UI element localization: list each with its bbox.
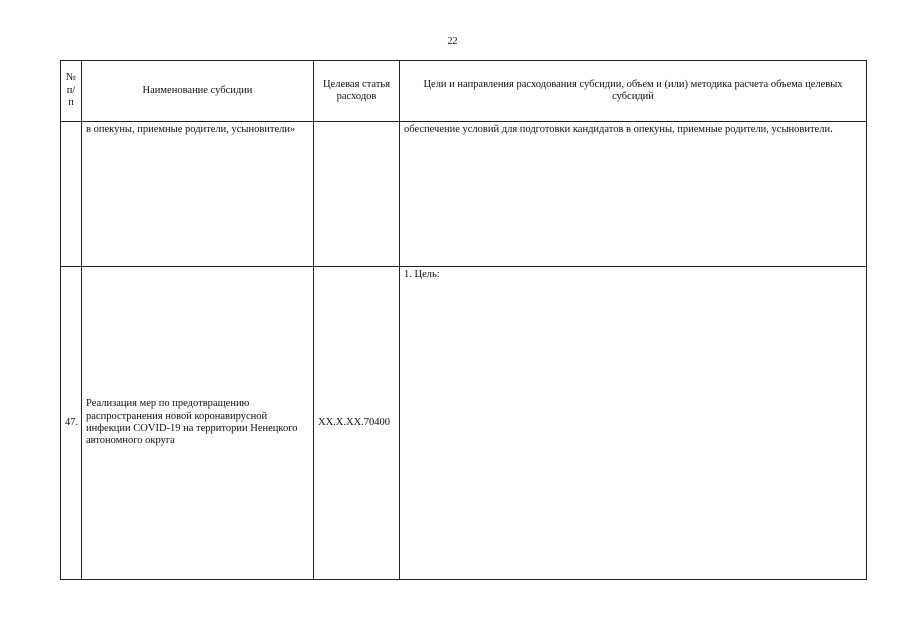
subsidies-table bbox=[60, 60, 867, 580]
table-row bbox=[61, 267, 867, 580]
row-number: 47. bbox=[61, 267, 82, 580]
row-goals bbox=[400, 267, 867, 580]
goal-line: 1. Цель: bbox=[404, 269, 440, 280]
row-number bbox=[61, 122, 82, 267]
row-target-article bbox=[314, 122, 400, 267]
header-goals: Цели и направления расходования субсидии, объем и (или) методика расчета объема целевых субсидий bbox=[400, 61, 867, 122]
row-subsidy-name: Реализация мер по предотвращению распространения новой коронавирусной инфекции COVID-19 на территории Ненецкого автономного округа bbox=[82, 267, 314, 580]
table-header-row bbox=[61, 61, 867, 122]
header-target-article: Целевая статья расходов bbox=[314, 61, 400, 122]
page-number: 22 bbox=[447, 36, 458, 47]
table-row bbox=[61, 122, 867, 267]
row-goals bbox=[400, 122, 867, 267]
row-subsidy-name: в опекуны, приемные родители, усыновители» bbox=[82, 122, 314, 267]
header-number: № п/п bbox=[61, 61, 82, 122]
goal-line: обеспечение условий для подготовки кандидатов в опекуны, приемные родители, усыновители. bbox=[404, 124, 833, 135]
header-subsidy-name: Наименование субсидии bbox=[82, 61, 314, 122]
row-target-article: ХХ.Х.ХХ.70400 bbox=[314, 267, 400, 580]
